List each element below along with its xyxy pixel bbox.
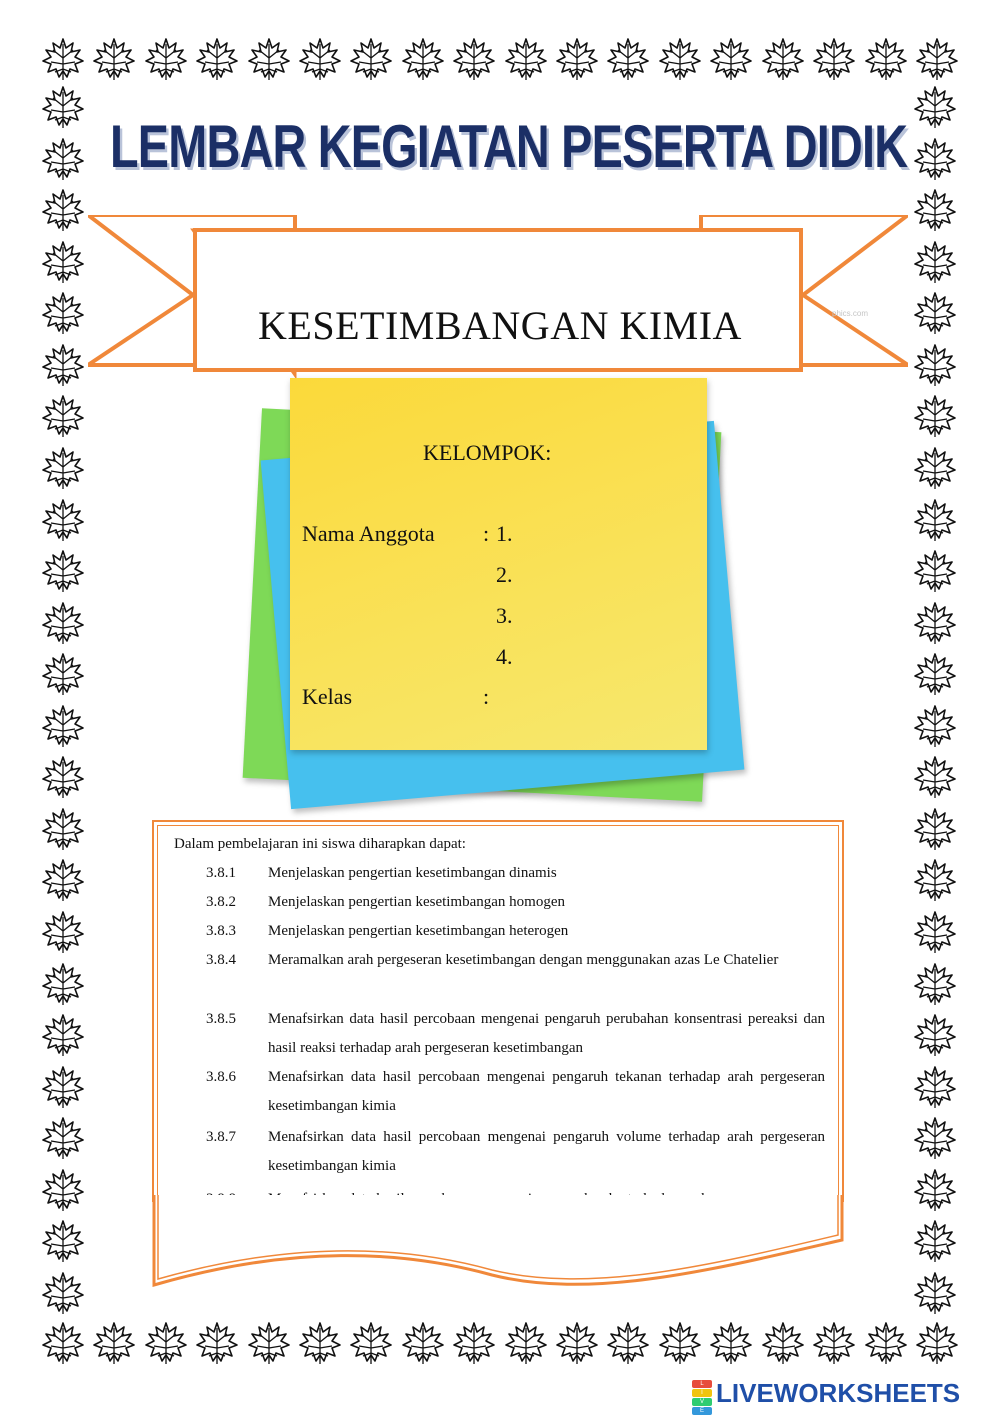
maple-leaf-icon [40,806,86,852]
maple-leaf-icon [91,1320,137,1366]
maple-leaf-icon [912,600,958,646]
maple-leaf-icon [246,36,292,82]
maple-leaf-icon [605,36,651,82]
maple-leaf-icon [40,1064,86,1110]
maple-leaf-icon [400,1320,446,1366]
leaf-border-right [912,84,958,1316]
maple-leaf-icon [912,703,958,749]
objective-text: Menjelaskan pengertian kesetimbangan dinamis [268,865,557,881]
maple-leaf-icon [503,1320,549,1366]
maple-leaf-icon [297,1320,343,1366]
maple-leaf-icon [400,36,446,82]
maple-leaf-icon [40,1270,86,1316]
liveworksheets-text: LIVEWORKSHEETS [716,1377,961,1408]
objectives-intro: Dalam pembelajaran ini siswa diharapkan dapat: [174,836,466,852]
maple-leaf-icon [348,1320,394,1366]
liveworksheets-logo[interactable] [692,1377,961,1414]
maple-leaf-icon [194,36,240,82]
maple-leaf-icon [912,548,958,594]
class-colon[interactable]: : [483,684,490,709]
maple-leaf-icon [40,548,86,594]
maple-leaf-icon [40,1218,86,1264]
members-colon: : [483,521,490,546]
member-slot-3[interactable]: 3. [496,603,513,628]
maple-leaf-icon [40,84,86,130]
maple-leaf-icon [40,393,86,439]
maple-leaf-icon [40,703,86,749]
objective-number: 3.8.2 [206,894,236,910]
maple-leaf-icon [143,1320,189,1366]
subject-title: KESETIMBANGAN KIMIA [258,303,742,348]
maple-leaf-icon [451,1320,497,1366]
maple-leaf-icon [40,1320,86,1366]
maple-leaf-icon [863,1320,909,1366]
maple-leaf-icon [40,445,86,491]
maple-leaf-icon [912,1064,958,1110]
leaf-border-bottom [40,1320,960,1366]
members-label: Nama Anggota [302,521,435,546]
maple-leaf-icon [40,1167,86,1213]
leaf-border-top [40,36,960,82]
maple-leaf-icon [40,187,86,233]
maple-leaf-icon [912,1270,958,1316]
maple-leaf-icon [40,136,86,182]
maple-leaf-icon [40,600,86,646]
maple-leaf-icon [451,36,497,82]
maple-leaf-icon [912,497,958,543]
maple-leaf-icon [912,806,958,852]
maple-leaf-icon [40,651,86,697]
maple-leaf-icon [554,1320,600,1366]
maple-leaf-icon [605,1320,651,1366]
leaf-border-left [40,84,86,1316]
objective-text: Menjelaskan pengertian kesetimbangan heterogen [268,923,569,939]
maple-leaf-icon [246,1320,292,1366]
maple-leaf-icon [912,1115,958,1161]
maple-leaf-icon [40,754,86,800]
maple-leaf-icon [811,36,857,82]
member-slot-1[interactable]: 1. [496,521,513,546]
ribbon-banner [88,215,908,385]
maple-leaf-icon [40,1115,86,1161]
maple-leaf-icon [912,84,958,130]
maple-leaf-icon [40,290,86,336]
maple-leaf-icon [40,1012,86,1058]
maple-leaf-icon [912,1218,958,1264]
objective-number: 3.8.6 [206,1069,236,1085]
maple-leaf-icon [348,36,394,82]
liveworksheets-mark-icon: L I V E [692,1380,712,1406]
objective-text: Meramalkan arah pergeseran kesetimbangan dengan menggunakan azas Le Chatelier [268,952,779,968]
objective-text: Menjelaskan pengertian kesetimbangan homogen [268,894,565,910]
maple-leaf-icon [40,497,86,543]
maple-leaf-icon [914,1320,960,1366]
objectives-box-wavy-edge [152,1195,844,1295]
objective-number: 3.8.5 [206,1011,236,1027]
maple-leaf-icon [912,1167,958,1213]
maple-leaf-icon [912,342,958,388]
maple-leaf-icon [760,1320,806,1366]
maple-leaf-icon [40,857,86,903]
maple-leaf-icon [503,36,549,82]
maple-leaf-icon [194,1320,240,1366]
maple-leaf-icon [708,1320,754,1366]
maple-leaf-icon [40,961,86,1007]
maple-leaf-icon [912,754,958,800]
member-slot-2[interactable]: 2. [496,562,513,587]
page-title: LEMBAR KEGIATAN PESERTA DIDIK [110,113,908,180]
maple-leaf-icon [40,239,86,285]
maple-leaf-icon [912,1012,958,1058]
maple-leaf-icon [40,342,86,388]
maple-leaf-icon [760,36,806,82]
maple-leaf-icon [811,1320,857,1366]
maple-leaf-icon [657,36,703,82]
maple-leaf-icon [912,290,958,336]
maple-leaf-icon [40,909,86,955]
objective-number: 3.8.7 [206,1129,236,1145]
objective-number: 3.8.1 [206,865,236,881]
source-watermark: phics.com [832,309,869,318]
objective-number: 3.8.3 [206,923,236,939]
maple-leaf-icon [912,445,958,491]
maple-leaf-icon [912,857,958,903]
objective-number: 3.8.4 [206,952,236,968]
maple-leaf-icon [912,136,958,182]
sticky-note-yellow [290,378,707,750]
objective-text: Menafsirkan data hasil percobaan mengenai pengaruh volume terhadap arah pergeseran kesetimbangan kimia [268,1129,825,1174]
maple-leaf-icon [912,187,958,233]
group-label: KELOMPOK: [423,440,552,465]
maple-leaf-icon [143,36,189,82]
maple-leaf-icon [657,1320,703,1366]
maple-leaf-icon [708,36,754,82]
maple-leaf-icon [40,36,86,82]
maple-leaf-icon [863,36,909,82]
maple-leaf-icon [554,36,600,82]
maple-leaf-icon [912,909,958,955]
maple-leaf-icon [297,36,343,82]
maple-leaf-icon [912,239,958,285]
class-label: Kelas [302,684,353,709]
maple-leaf-icon [914,36,960,82]
maple-leaf-icon [912,961,958,1007]
objective-text: Menafsirkan data hasil percobaan mengenai pengaruh tekanan terhadap arah pergeseran kesetimbangan kimia [268,1069,825,1114]
objective-text: Menafsirkan data hasil percobaan mengenai pengaruh perubahan konsentrasi pereaksi dan hasil reaksi terhadap arah pergeseran kesetimbangan [268,1011,825,1056]
maple-leaf-icon [912,393,958,439]
maple-leaf-icon [912,651,958,697]
maple-leaf-icon [91,36,137,82]
learning-objectives-box [152,820,844,1202]
member-slot-4[interactable]: 4. [496,644,513,669]
